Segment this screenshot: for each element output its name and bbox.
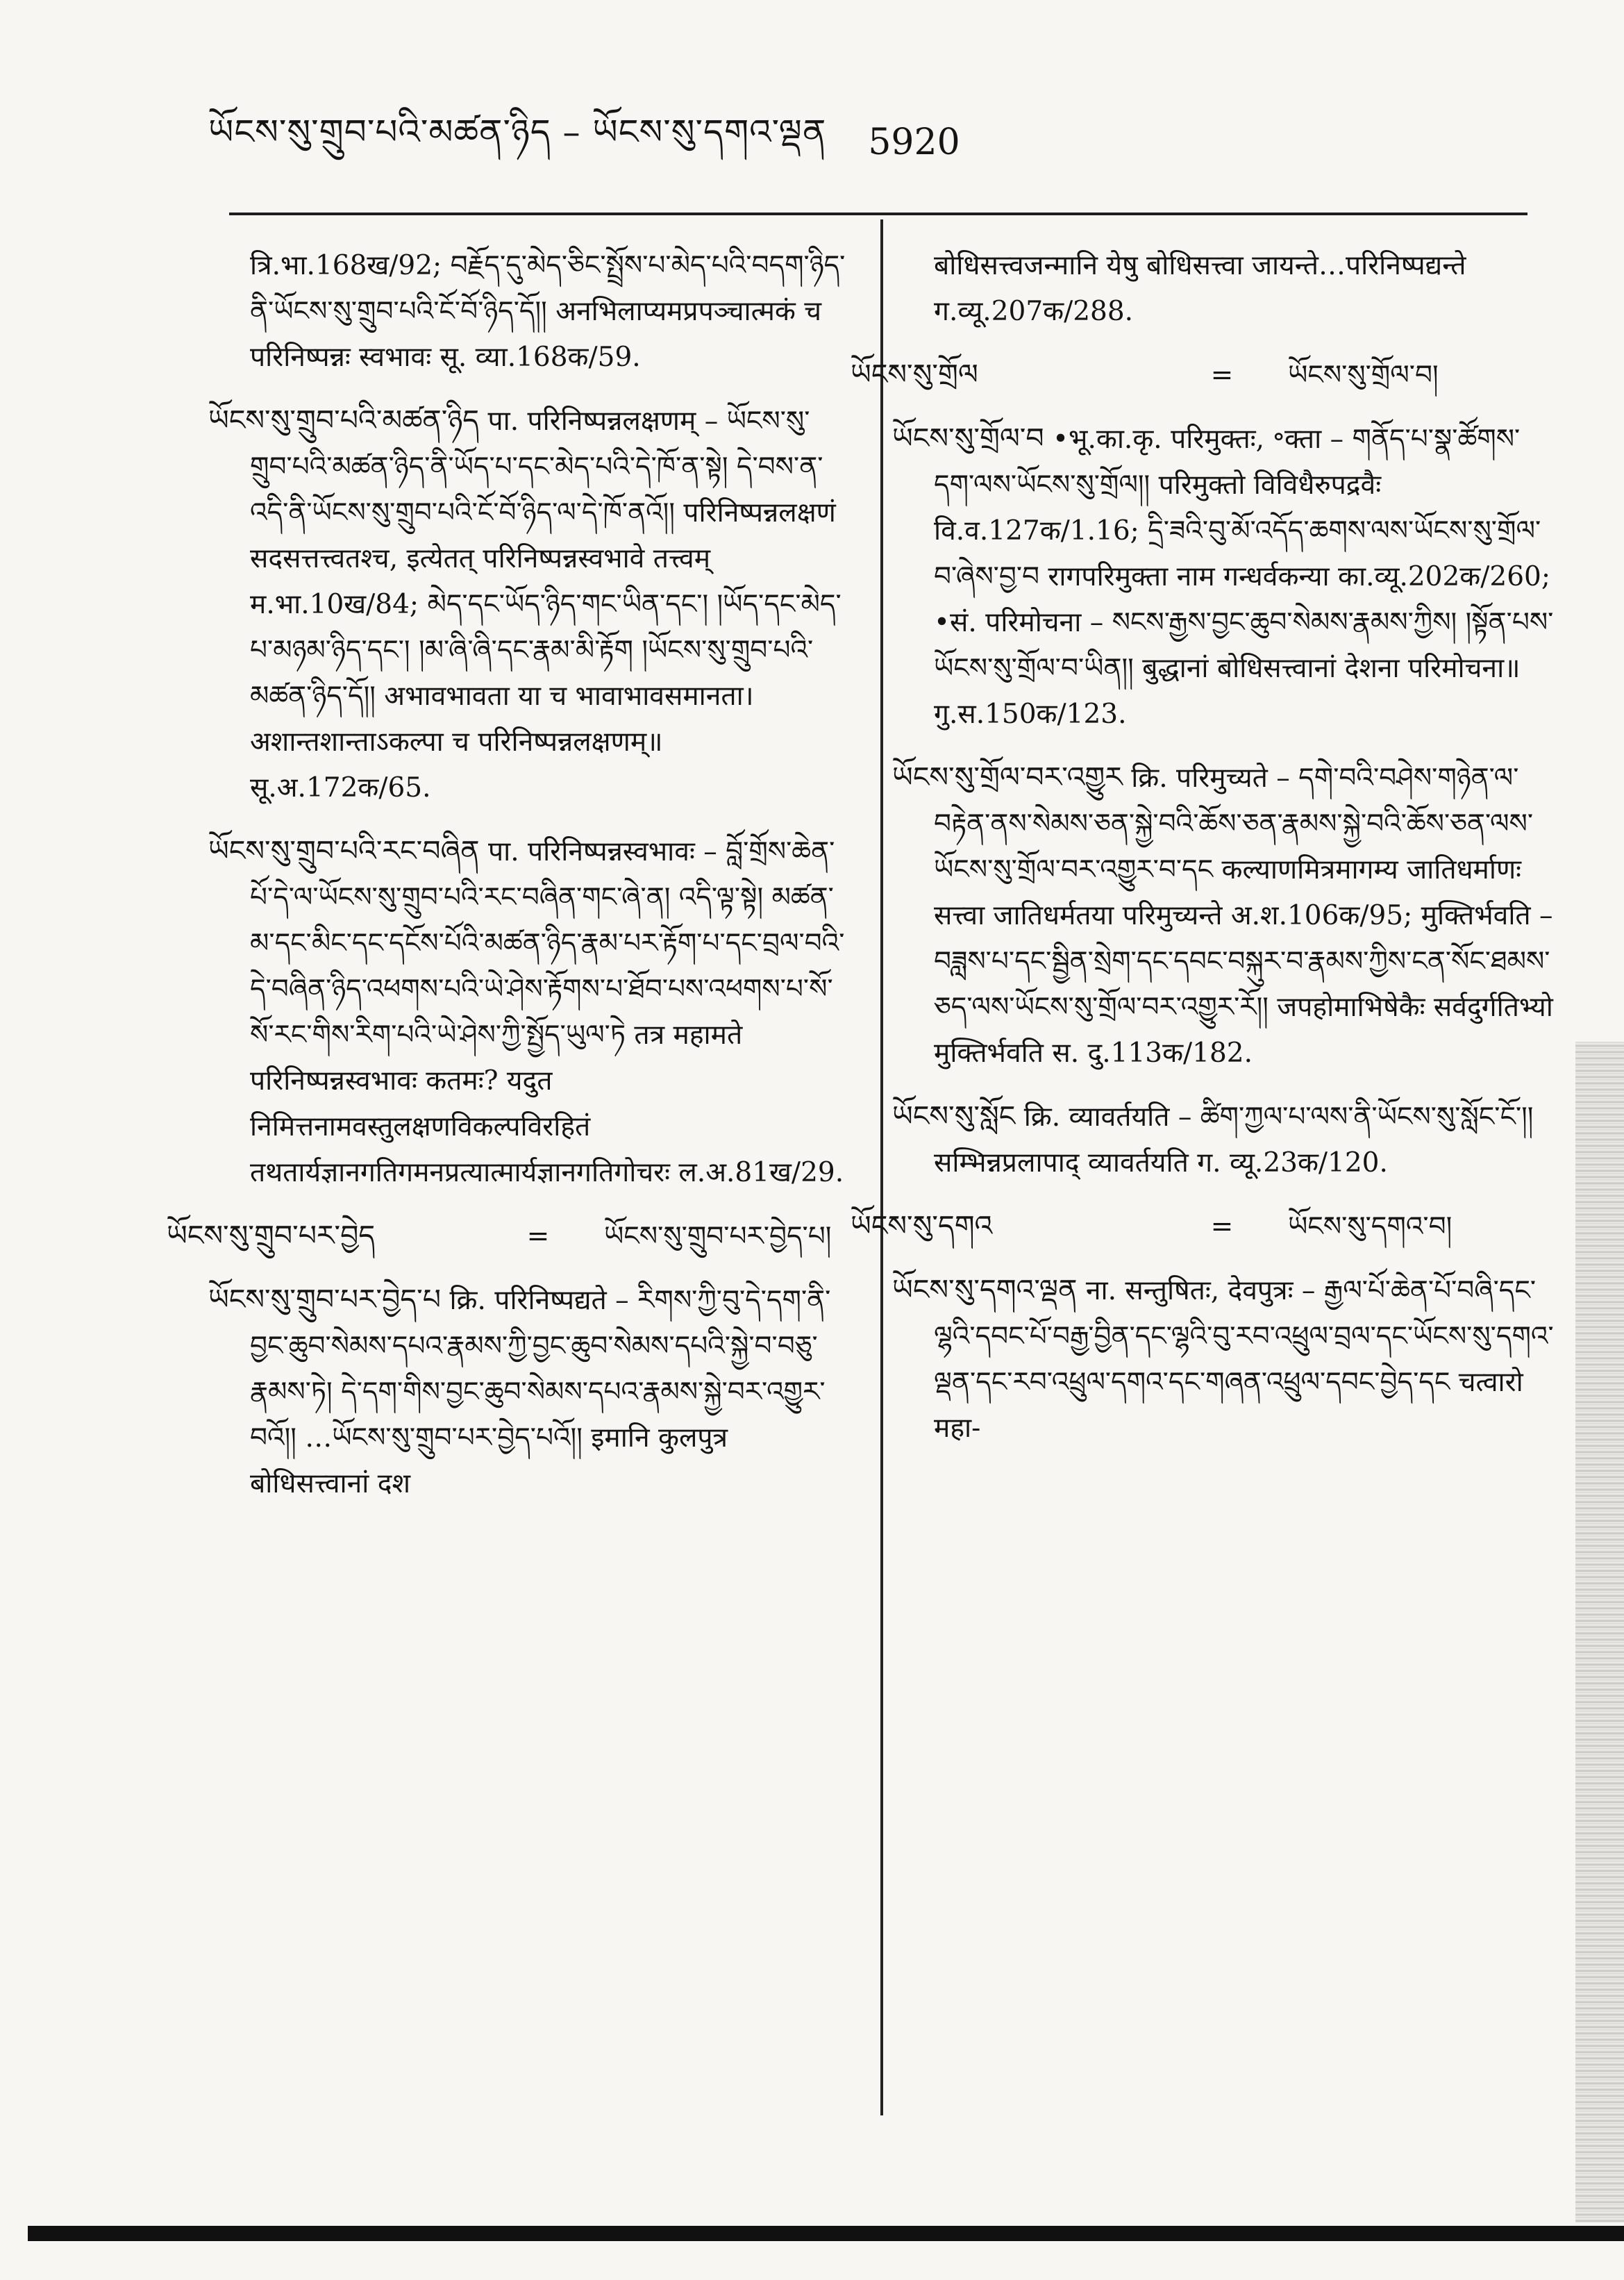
column-divider [880, 219, 883, 2115]
equals-sign: = [1210, 1211, 1234, 1242]
dictionary-entry [208, 397, 847, 811]
headword: ཡོངས་སུ་གྲུབ་པའི་མཚན་ཉིད [208, 403, 480, 437]
dictionary-entry [892, 1093, 1559, 1186]
entry-text: पा. परिनिष्पन्नलक्षणम् – ཡོངས་སུ་གྲུབ་པའི་མཚན་ཉིད་ནི་ཡོད་པ་དང་མེད་པའི་དེ་ཁོ་ན་སྟེ། དེ་བས་ན་འདི་ནི་ཡོངས་སུ་གྲུབ་པའི་ངོ་བོ་ཉིད་ལ་དེ་ཁོ་ནའོ།། परिनिष्पन्नलक्षणं सदसत्तत्त्वतश्च, इत्येतत् परिनिष्पन्नस्वभावे तत्त्वम् म.भा.10ख/84; མེད་དང་ཡོད་ཉིད་གང་ཡིན་དང་། །ཡོད་དང་མེད་པ་མཉམ་ཉིད་དང་། །མ་ཞི་ཞི་དང་རྣམ་མི་རྟོག །ཡོངས་སུ་གྲུབ་པའི་མཚན་ཉིད་དོ།། अभावभावता या च भावाभावसमानता। अशान्तशान्ताऽकल्पा च परिनिष्पन्नलक्षणम्॥ सू.अ.172क/65. [250, 406, 842, 804]
cross-reference-entry [851, 1203, 1559, 1250]
headword: ཡོངས་སུ་གྲུབ་པའི་རང་བཞིན [208, 834, 480, 867]
headword: ཡོངས་སུ་གྲུབ་པར་བྱེད [167, 1219, 376, 1252]
entry-continuation [892, 243, 1559, 335]
headword: ཡོངས་སུ་དགའ [851, 1209, 993, 1242]
headword: ཡོངས་སུ་གྲོལ [851, 358, 978, 391]
dictionary-entry [892, 754, 1559, 1076]
entry-text: क्रि. परिमुच्यते – དགེ་བའི་བཤེས་གཉེན་ལ་བརྟེན་ནས་སེམས་ཅན་སྐྱེ་བའི་ཆོས་ཅན་རྣམས་སྐྱེ་བའི་ཆོས་ཅན་ལས་ཡོངས་སུ་གྲོལ་བར་འགྱུར་བ་དང कल्याणमित्रमागम्य जातिधर्माणः सत्त्वा जातिधर्मतया परिमुच्यन्ते अ.श.106क/95; मुक्तिर्भवति – བཟླས་པ་དང་སྦྱིན་སྲེག་དང་དབང་བསྐུར་བ་རྣམས་ཀྱིས་ངན་སོང་ཐམས་ཅད་ལས་ཡོངས་སུ་གྲོལ་བར་འགྱུར་རོ།། जपहोमाभिषेकैः सर्वदुर्गतिभ्यो मुक्तिर्भवति स. दु.113क/182. [934, 763, 1553, 1069]
left-column [167, 243, 847, 1524]
cross-reference-entry [851, 351, 1559, 399]
entry-continuation [208, 243, 847, 381]
entry-text: त्रि.भा.168ख/92; བརྗོད་དུ་མེད་ཅིང་སྤྲོས་པ་མེད་པའི་བདག་ཉིད་ནི་ཡོངས་སུ་གྲུབ་པའི་ངོ་བོ་ཉིད་དོ།། अनभिलाप्यमप्रपञ्चात्मकं च परिनिष्पन्नः स्वभावः सू. व्या.168क/59. [250, 250, 846, 373]
page-header [208, 104, 1250, 181]
entry-text: ना. सन्तुषितः, देवपुत्रः – རྒྱལ་པོ་ཆེན་པོ་བཞི་དང་ལྷའི་དབང་པོ་བརྒྱ་བྱིན་དང་ལྷའི་བུ་རབ་འཕྲུལ་བྲལ་དང་ཡོངས་སུ་དགའ་ལྡན་དང་རབ་འཕྲུལ་དགའ་དང་གཞན་འཕྲུལ་དབང་བྱེད་དང चत्वारो महा- [934, 1275, 1554, 1444]
bottom-scan-bar [28, 2226, 1624, 2241]
dictionary-entry [892, 1267, 1559, 1451]
cross-reference-target: ཡོངས་སུ་དགའ་བ། [1288, 1211, 1453, 1242]
headword: ཡོངས་སུ་གྲོལ་བ [892, 422, 1044, 455]
scan-edge [1575, 1042, 1624, 2222]
right-column [851, 243, 1559, 1468]
header-rule [229, 213, 1527, 215]
entry-text: पा. परिनिष्पन्नस्वभावः – བློ་གྲོས་ཆེན་པོ་དེ་ལ་ཡོངས་སུ་གྲུབ་པའི་རང་བཞིན་གང་ཞེ་ན། འདི་ལྟ་སྟེ། མཚན་མ་དང་མིང་དང་དངོས་པོའི་མཚན་ཉིད་རྣམ་པར་རྟོག་པ་དང་བྲལ་བའི་དེ་བཞིན་ཉིད་འཕགས་པའི་ཡེ་ཤེས་རྟོགས་པ་ཐོབ་པས་འཕགས་པ་སོ་སོ་རང་གིས་རིག་པའི་ཡེ་ཤེས་ཀྱི་སྤྱོད་ཡུལ་ཏེ तत्र महामते परिनिष्पन्नस्वभावः कतमः? यदुत निमित्तनामवस्तुलक्षणविकल्पविरहितं तथतार्यज्ञानगतिगमनप्रत्यात्मार्यज्ञानगतिगोचरः ल.अ.81ख/29. [250, 836, 845, 1188]
headword: ཡོངས་སུ་སློང [892, 1099, 1016, 1133]
headword: ཡོངས་སུ་དགའ་ལྡན [892, 1273, 1078, 1306]
running-head: ཡོངས་སུ་གྲུབ་པའི་མཚན་ཉིད – ཡོངས་སུ་དགའ་ལྡན [208, 112, 827, 152]
dictionary-entry [892, 415, 1559, 738]
equals-sign: = [1210, 360, 1234, 391]
cross-reference-target: ཡོངས་སུ་གྲུབ་པར་བྱེད་པ། [604, 1221, 832, 1252]
headword: ཡོངས་སུ་གྲོལ་བར་འགྱུར [892, 760, 1123, 794]
entry-text: बोधिसत्त्वजन्मानि येषु बोधिसत्त्वा जायन्ते…परिनिष्पद्यन्ते ग.व्यू.207क/288. [934, 250, 1466, 327]
page-number: 5920 [868, 122, 960, 163]
cross-reference-entry [167, 1213, 847, 1260]
entry-text: क्रि. परिनिष्पद्यते – རིགས་ཀྱི་བུ་དེ་དག་ནི་བྱང་ཆུབ་སེམས་དཔའ་རྣམས་ཀྱི་བྱང་ཆུབ་སེམས་དཔའི་སྐྱེ་བ་བཅུ་རྣམས་ཏེ། དེ་དག་གིས་བྱང་ཆུབ་སེམས་དཔའ་རྣམས་སྐྱེ་བར་འགྱུར་བའོ།། …ཡོངས་སུ་གྲུབ་པར་བྱེད་པའོ།། इमानि कुलपुत्र बोधिसत्त्वानां दश [250, 1285, 831, 1499]
entry-text: •भू.का.कृ. परिमुक्तः, ॰क्ता – གནོད་པ་སྣ་ཚོགས་དག་ལས་ཡོངས་སུ་གྲོལ།། परिमुक्तो विविधैरुपद्रवैः वि.व.127क/1.16; དྲི་ཟའི་བུ་མོ་འདོད་ཆགས་ལས་ཡོངས་སུ་གྲོལ་བ་ཞེས་བྱ་བ रागपरिमुक्ता नाम गन्धर्वकन्या का.व्यू.202क/260; •सं. परिमोचना – སངས་རྒྱས་བྱང་ཆུབ་སེམས་རྣམས་ཀྱིས། །སྟོན་པས་ཡོངས་སུ་གྲོལ་བ་ཡིན།། बुद्धानां बोधिसत्त्वानां देशना परिमोचना॥ गु.स.150क/123. [934, 424, 1554, 730]
dictionary-entry [208, 828, 847, 1196]
entry-text: क्रि. व्यावर्तयति – ཚིག་ཀྱལ་པ་ལས་ནི་ཡོངས་སུ་སློང་ངོ་།། सम्भिन्नप्रलापाद् व्यावर्तयति ग. व्यू.23क/120. [934, 1101, 1534, 1179]
headword: ཡོངས་སུ་གྲུབ་པར་བྱེད་པ [208, 1283, 442, 1316]
cross-reference-target: ཡོངས་སུ་གྲོལ་བ། [1288, 360, 1439, 391]
dictionary-entry [208, 1276, 847, 1507]
equals-sign: = [526, 1221, 550, 1252]
